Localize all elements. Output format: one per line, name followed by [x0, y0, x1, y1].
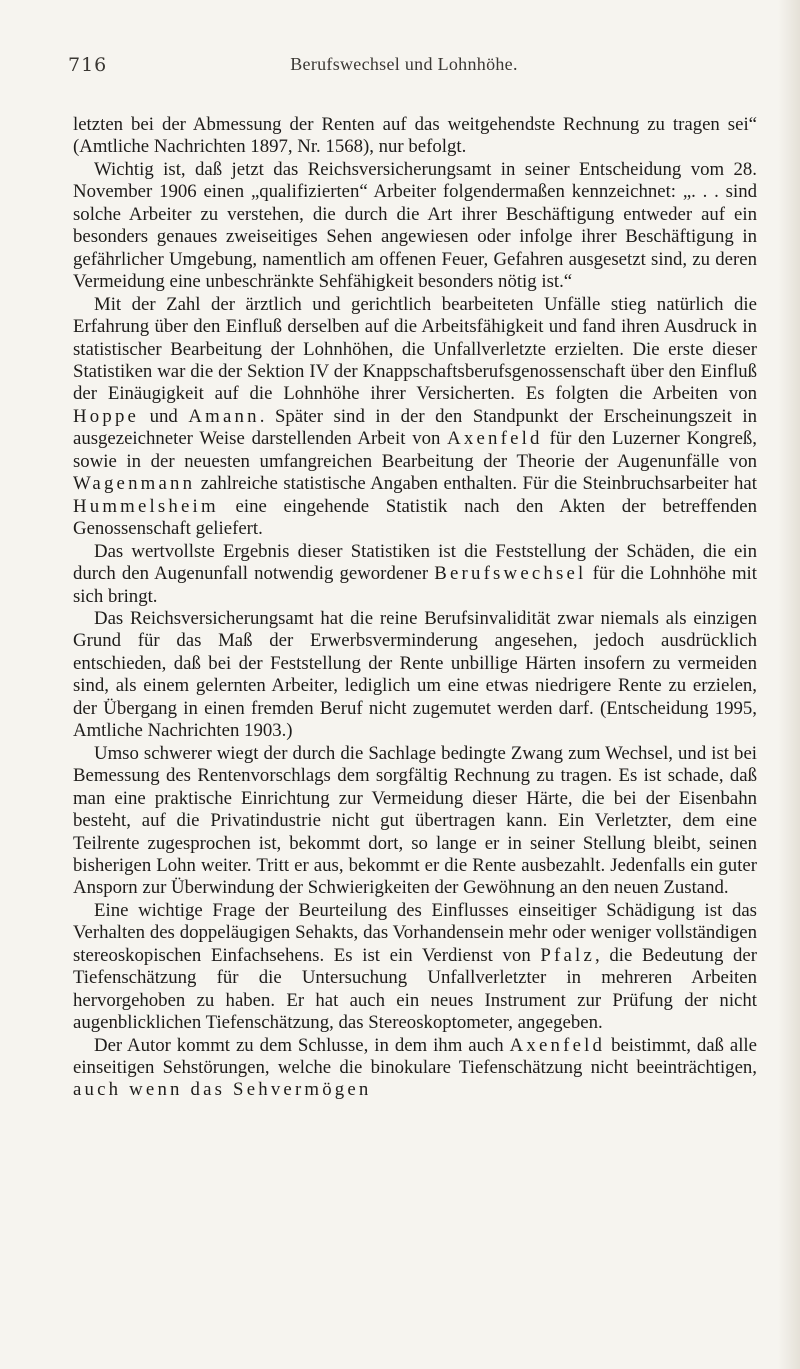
author-name-hummelsheim: Hummelsheim	[73, 495, 219, 517]
paragraph-2	[73, 159, 757, 294]
paragraph-3-text: und	[139, 405, 189, 427]
paragraph-6	[73, 743, 757, 900]
emphasized-term-berufswechsel: Berufswechsel	[434, 563, 587, 585]
paragraph-2-text: Wichtig ist, daß jetzt das Reichsversicherungsamt in seiner Entscheidung vom 28. November 1906 einen „qualifizierten“ Arbeiter folgendermaßen kennzeichnet: „. . . sind solche Arbeiter zu verstehen, die durch die Art ihrer Beschäftigung entweder auf ein besonders genaues zweiseitiges Sehen angewiesen oder infolge ihrer Beschäftigung in gefährlicher Umgebung, namentlich am offenen Feuer, Gefahren ausgesetzt sind, zu deren Vermeidung eine unbeschränkte Sehfähigkeit besonders nötig ist.“	[73, 158, 757, 293]
author-name-pfalz: Pfalz	[540, 944, 595, 966]
body-text	[73, 114, 757, 1102]
paragraph-8	[73, 1035, 757, 1102]
page-header	[68, 48, 740, 78]
paragraph-1-text: letzten bei der Abmessung der Renten auf das weitgehendste Rechnung zu tragen sei“ (Amtliche Nachrichten 1897, Nr. 1568), nur befolgt.	[73, 114, 757, 158]
paragraph-4-text: für die Lohnhöhe mit sich bringt.	[73, 563, 757, 607]
author-name-axenfeld: Axenfeld	[509, 1034, 606, 1056]
paragraph-3-text: für den Luzerner Kongreß, sowie in der neuesten umfangreichen Bearbeitung der Theorie der Augenunfälle von	[73, 428, 757, 472]
author-name-wagenmann: Wagenmann	[73, 473, 196, 495]
paragraph-8-text: beistimmt, daß alle einseitigen Sehstörungen, welche die binokulare Tiefenschätzung nicht beeinträchtigen,	[73, 1034, 757, 1079]
paragraph-3-text: . Später sind in der den Standpunkt der Erscheinungszeit in ausgezeichneter Weise darstellenden Arbeit von	[73, 405, 757, 450]
paragraph-5	[73, 608, 757, 743]
running-title: Berufswechsel und Lohnhöhe.	[290, 54, 518, 74]
author-name-axenfeld: Axenfeld	[447, 428, 543, 450]
paragraph-3	[73, 294, 757, 541]
author-name-hoppe: Hoppe	[73, 405, 140, 427]
page-edge-shadow	[778, 0, 800, 1369]
paragraph-4-text: Das wertvollste Ergebnis dieser Statistiken ist die Feststellung der Schäden, die ein durch den Augenunfall notwendig gewordener	[73, 540, 757, 585]
paragraph-7-text: Eine wichtige Frage der Beurteilung des Einflusses einseitiger Schädigung ist das Verhalten des doppeläugigen Sehakts, das Vorhandensein mehr oder weniger vollständigen stereoskopischen Einfachsehens. Es ist ein Verdienst von	[73, 899, 757, 966]
paragraph-5-text: Das Reichsversicherungsamt hat die reine Berufsinvalidität zwar niemals als einzigen Grund für das Maß der Erwerbsverminderung angesehen, jedoch ausdrücklich entschieden, daß bei der Feststellung der Rente unbillige Härten insofern zu vermeiden sind, als einem gelernten Arbeiter, lediglich um eine etwas niedrigere Rente zu erzielen, der Übergang in einen fremden Beruf nicht zugemutet werden darf. (Entscheidung 1995, Amtliche Nachrichten 1903.)	[73, 607, 757, 742]
paragraph-1	[73, 114, 757, 159]
paragraph-7-text: , die Bedeutung der Tiefenschätzung für die Untersuchung Unfallverletzter in mehreren Arbeiten hervorgehoben zu haben. Er hat auch ein neues Instrument zur Prüfung der nicht augenblicklichen Tiefenschätzung, das Stereoskoptometer, angegeben.	[73, 944, 758, 1034]
paragraph-6-text: Umso schwerer wiegt der durch die Sachlage bedingte Zwang zum Wechsel, und ist bei Bemessung des Rentenvorschlags dem sorgfältig Rechnung zu tragen. Es ist schade, daß man eine praktische Einrichtung zur Vermeidung dieser Härte, die bei der Eisenbahn besteht, auf die Privatindustrie nicht gut übertragen kann. Ein Verletzter, dem eine Teilrente zugesprochen ist, bekommt dort, so lange er in seiner Stellung bleibt, seinen bisherigen Lohn weiter. Tritt er aus, bekommt er die Rente ausbezahlt. Jedenfalls ein guter Ansporn zur Überwindung der Schwierigkeiten der Gewöhnung an den neuen Zustand.	[73, 742, 757, 899]
page-number: 716	[68, 54, 108, 76]
paragraph-3-text: eine eingehende Statistik nach den Akten der betreffenden Genossenschaft geliefert.	[73, 495, 757, 540]
emphasized-phrase: auch wenn das Sehvermögen	[73, 1079, 372, 1101]
paragraph-8-text: Der Autor kommt zu dem Schlusse, in dem ihm auch	[94, 1034, 510, 1056]
paragraph-3-text: zahlreiche statistische Angaben enthalten. Für die Steinbruchsarbeiter hat	[195, 473, 757, 495]
paragraph-7	[73, 900, 757, 1035]
author-name-amann: Amann	[188, 405, 260, 427]
paragraph-4	[73, 541, 757, 608]
paragraph-3-text: Mit der Zahl der ärztlich und gerichtlich bearbeiteten Unfälle stieg natürlich die Erfahrung über den Einfluß derselben auf die Arbeitsfähigkeit und fand ihren Ausdruck in statistischer Bearbeitung der Lohnhöhen, die Unfallverletzte erzielten. Die erste dieser Statistiken war die der Sektion IV der Knappschaftsberufsgenossenschaft über den Einfluß der Einäugigkeit auf die Lohnhöhe ihrer Versicherten. Es folgten die Arbeiten von	[73, 293, 757, 405]
